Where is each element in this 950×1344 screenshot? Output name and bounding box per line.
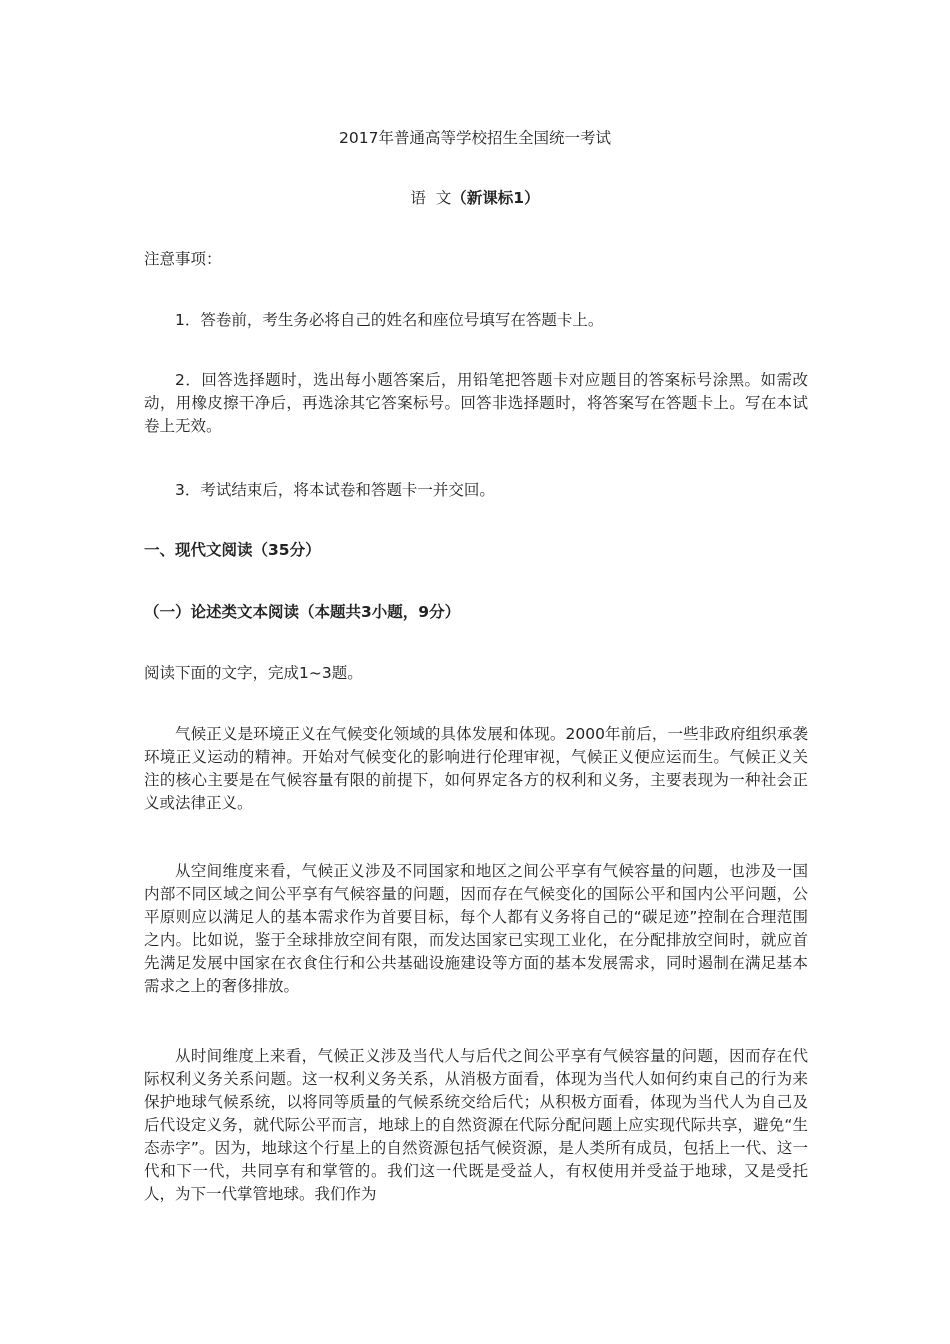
notice-heading: 注意事项： xyxy=(144,250,222,268)
exam-subject xyxy=(0,187,950,210)
passage-paragraph-2: 从空间维度来看，气候正义涉及不同国家和地区之间公平享有气候容量的问题，也涉及一国内部不同区域之间公平享有气候容量的问题，因而存在气候变化的国际公平和国内公平问题，公平原则应以满足人的基本需求作为首要目标，每个人都有义务将自己的“碳足迹”控制在合理范围之内。比如说，鉴于全球排放空间有限，而发达国家已实现工业化，在分配排放空间时，就应首先满足发展中国家在衣食住行和公共基础设施建设等方面的基本发展需求，同时遏制在满足基本需求之上的奢侈排放。 xyxy=(144,862,808,995)
reading-instruction: 阅读下面的文字，完成1~3题。 xyxy=(144,664,363,682)
passage-paragraph-1: 气候正义是环境正义在气候变化领域的具体发展和体现。2000年前后，一些非政府组织承袭环境正义运动的精神。开始对气候变化的影响进行伦理审视，气候正义便应运而生。气候正义关注的核心主要是在气候容量有限的前提下，如何界定各方的权利和义务，主要表现为一种社会正义或法律正义。 xyxy=(144,725,808,812)
subject-name: 语 文 xyxy=(410,189,452,207)
passage-paragraph-3: 从时间维度上来看，气候正义涉及当代人与后代之间公平享有气候容量的问题，因而存在代际权利义务关系问题。这一权利义务关系，从消极方面看，体现为当代人如何约束自己的行为来保护地球气候系统，以将同等质量的气候系统交给后代；从积极方面看，体现为当代人为自己及后代设定义务，就代际公平而言，地球上的自然资源在代际分配问题上应实现代际共享，避免“生态赤字”。因为，地球这个行星上的自然资源包括气候资源，是人类所有成员，包括上一代、这一代和下一代，共同享有和掌管的。我们这一代既是受益人，有权使用并受益于地球，又是受托人，为下一代掌管地球。我们作为 xyxy=(144,1047,808,1203)
notice-item-1: 1．答卷前，考生务必将自己的姓名和座位号填写在答题卡上。 xyxy=(175,311,604,329)
notice-item-2: 2．回答选择题时，选出每小题答案后，用铅笔把答题卡对应题目的答案标号涂黑。如需改动，用橡皮擦干净后，再选涂其它答案标号。回答非选择题时，将答案写在答题卡上。写在本试卷上无效。 xyxy=(144,371,808,435)
subject-note: （新课标1） xyxy=(451,189,540,207)
notice-item-3: 3．考试结束后，将本试卷和答题卡一并交回。 xyxy=(175,481,495,499)
subsection-heading: （一）论述类文本阅读（本题共3小题，9分） xyxy=(144,603,461,621)
section-heading: 一、现代文阅读（35分） xyxy=(144,541,321,559)
exam-title: 2017年普通高等学校招生全国统一考试 xyxy=(339,129,611,147)
